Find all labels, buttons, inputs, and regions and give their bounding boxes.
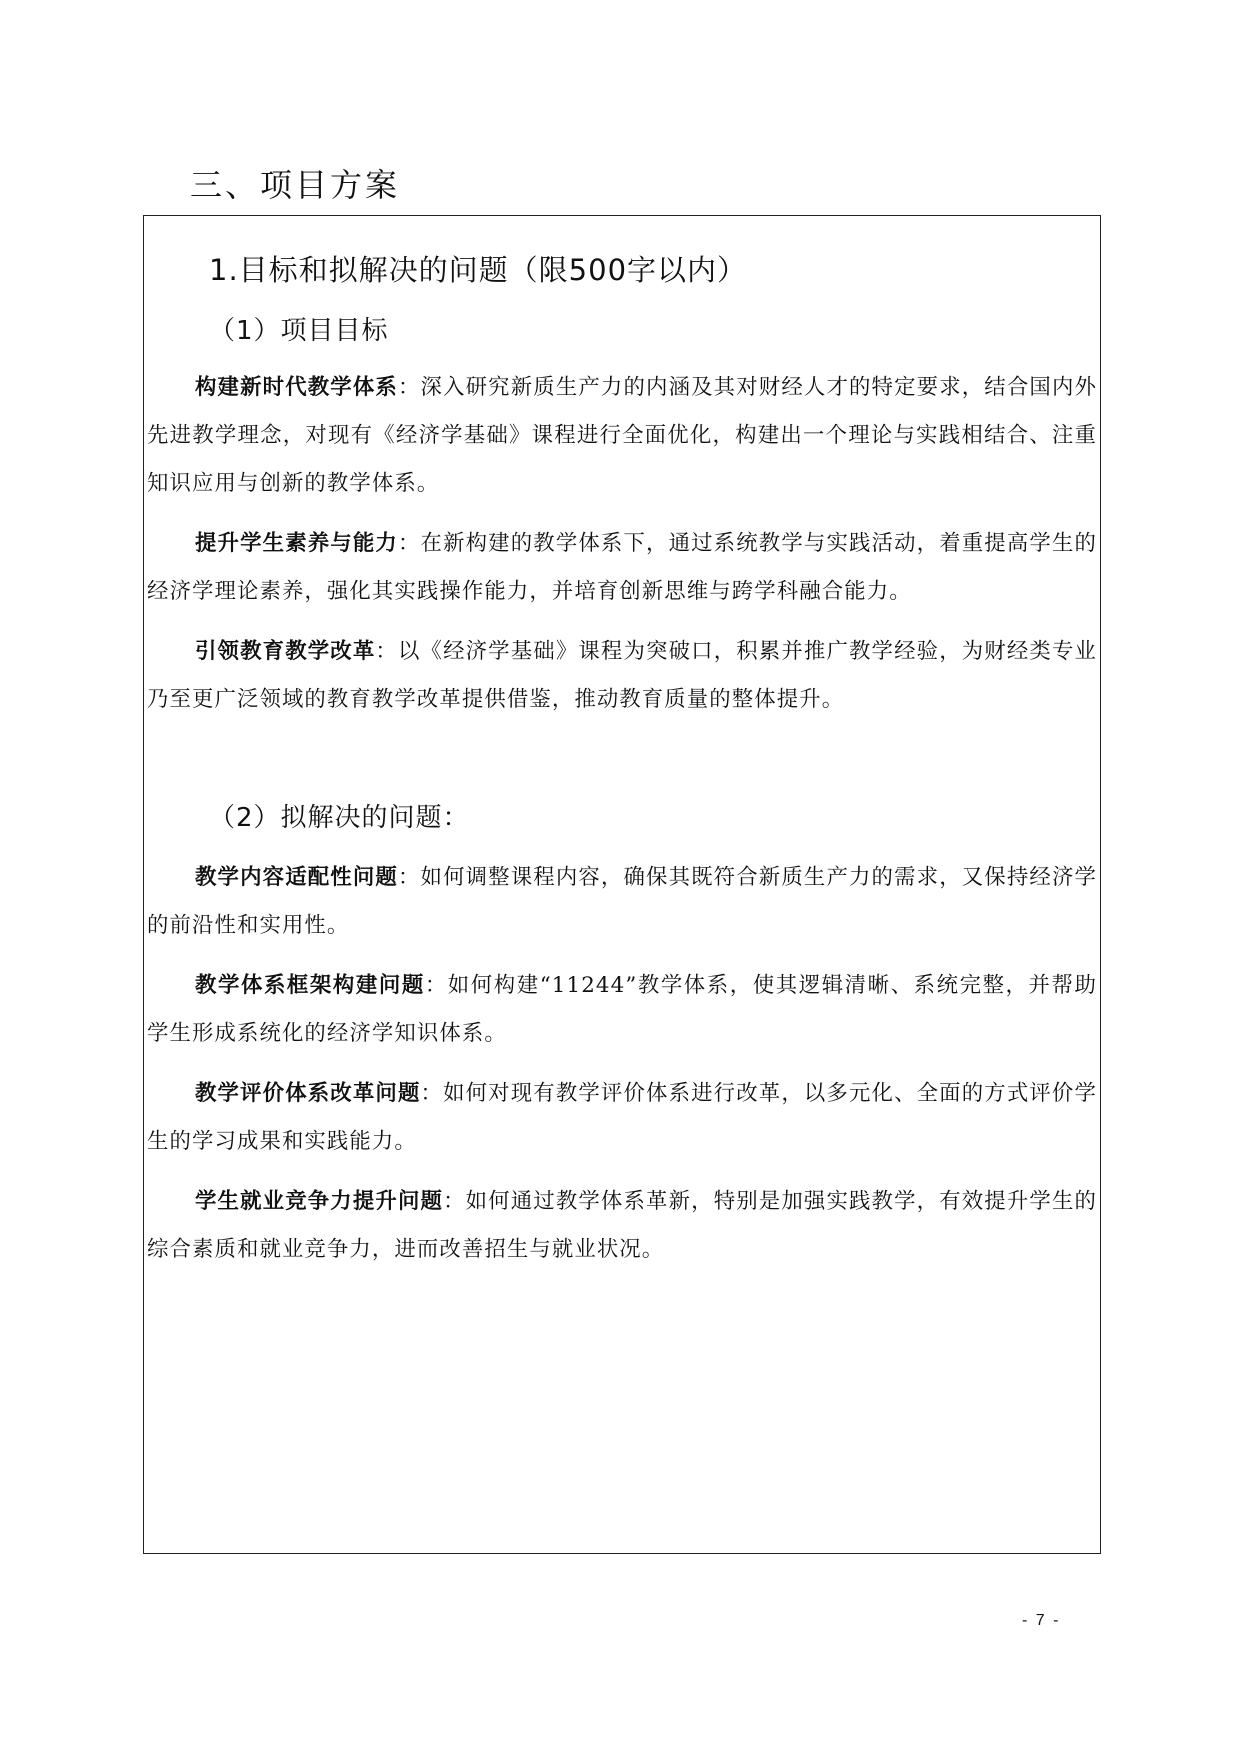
goal-lead: 提升学生素养与能力 <box>195 531 398 556</box>
goal-paragraph <box>147 364 1097 508</box>
problem-text: ：如何通过教学体系革新，特别是加强实践教学，有效提升学生的综合素质和就业竞争力，进而改善招生与就业状况。 <box>147 1189 1098 1262</box>
problem-paragraph <box>147 1178 1097 1274</box>
problem-text: ：如何构建“11244”教学体系，使其逻辑清晰、系统完整，并帮助学生形成系统化的经济学知识体系。 <box>147 973 1097 1046</box>
problem-lead: 教学评价体系改革问题 <box>195 1081 421 1106</box>
problem-text: ：如何对现有教学评价体系进行改革，以多元化、全面的方式评价学生的学习成果和实践能力。 <box>147 1081 1097 1154</box>
problem-lead: 学生就业竞争力提升问题 <box>195 1189 444 1214</box>
problem-lead: 教学内容适配性问题 <box>195 865 398 890</box>
goal-lead: 构建新时代教学体系 <box>195 375 398 400</box>
goal-paragraph <box>147 520 1097 616</box>
problem-text: ：如何调整课程内容，确保其既符合新质生产力的需求，又保持经济学的前沿性和实用性。 <box>147 865 1097 938</box>
goal-paragraph <box>147 628 1097 724</box>
goal-text: ：在新构建的教学体系下，通过系统教学与实践活动，着重提高学生的经济学理论素养，强化其实践操作能力，并培育创新思维与跨学科融合能力。 <box>147 531 1097 604</box>
goal-lead: 引领教育教学改革 <box>195 639 376 664</box>
problem-paragraph <box>147 854 1097 950</box>
page-number: - 7 - <box>1022 1612 1061 1629</box>
problem-lead: 教学体系框架构建问题 <box>195 973 425 998</box>
subsection-title: 1.目标和拟解决的问题（限500字以内） <box>209 253 748 287</box>
goal-text: ：以《经济学基础》课程为突破口，积累并推广教学经验，为财经类专业乃至更广泛领域的教育教学改革提供借鉴，推动教育质量的整体提升。 <box>147 639 1097 712</box>
section-title: 三、项目方案 <box>190 166 401 204</box>
goals-heading: （1）项目目标 <box>209 316 389 346</box>
problem-paragraph <box>147 962 1097 1058</box>
goal-text: ：深入研究新质生产力的内涵及其对财经人才的特定要求，结合国内外先进教学理念，对现有《经济学基础》课程进行全面优化，构建出一个理论与实践相结合、注重知识应用与创新的教学体系。 <box>147 375 1097 496</box>
problems-heading: （2）拟解决的问题： <box>209 803 470 833</box>
problem-paragraph <box>147 1070 1097 1166</box>
